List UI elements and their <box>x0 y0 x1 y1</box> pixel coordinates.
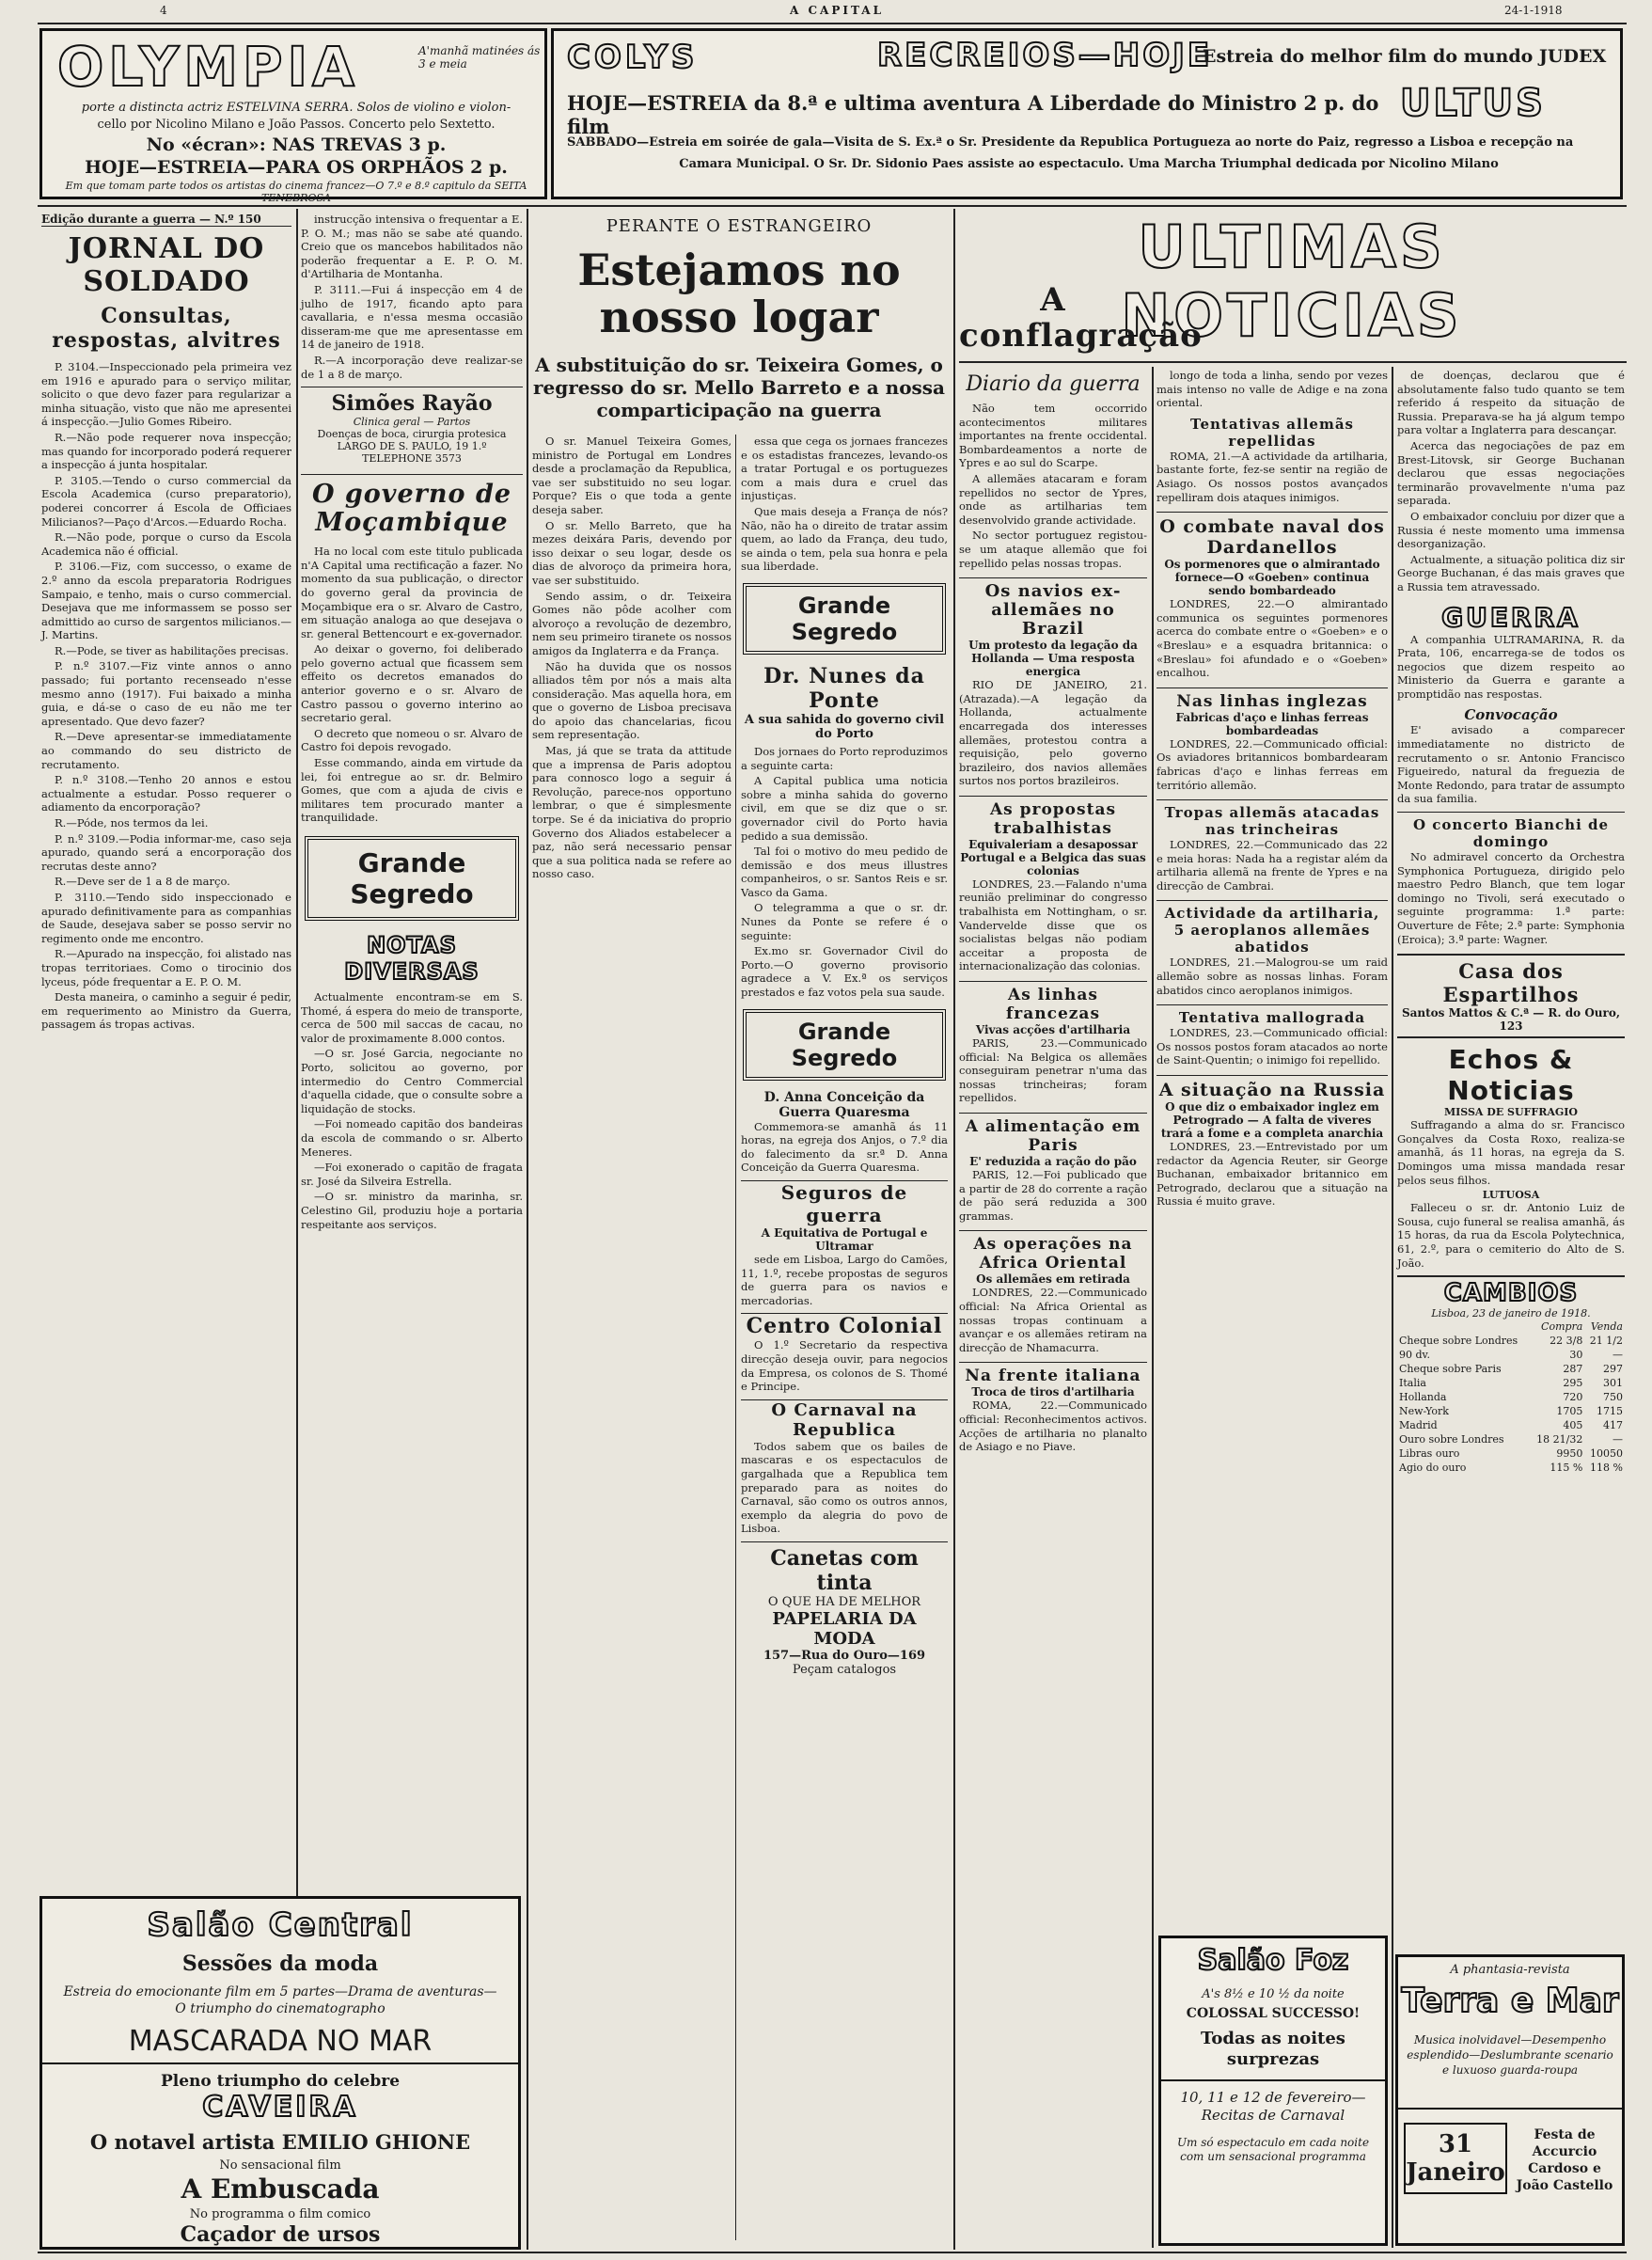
table-row <box>1397 1390 1625 1404</box>
article-paragraph: O sr. Mello Barreto, que ha mezes deixára Paris, devendo por isso deixar o seu logar, desde os dias de alvoroço da primeira hora, vae ser substituido. <box>532 518 732 587</box>
salao-central-line7: A Embuscada <box>181 2173 380 2205</box>
header-date: 24-1-1918 <box>1504 4 1563 17</box>
russia-sub: O que diz o embaixador inglez em Petrogrado — A falta de viveres trará a fome e a completa anarchia <box>1160 1100 1384 1141</box>
propostas-sub: Equivaleriam a desapossar Portugal e a Belgica das suas colonias <box>960 837 1146 877</box>
revista-date: 31 Janeiro <box>1404 2123 1507 2194</box>
cambios-table <box>1397 1320 1625 1475</box>
alimentacao-title: A alimentação em Paris <box>959 1113 1147 1155</box>
dardanellos-text: LONDRES, 22.—O almirantado communica os seguintes pormenores acerca do combate entre o «Goeben» e o «Breslau» e a esquadra britannica: o «Breslau» foi afundado e o «Goeben» encalhou. <box>1156 597 1388 680</box>
linhas-francezas-sub: Vivas acções d'artilharia <box>975 1023 1131 1037</box>
alimentacao-text: PARIS, 12.—Foi publicado que a partir de 28 do corrente a ração de pão será reduzida a 300 grammas. <box>959 1168 1147 1223</box>
salao-central-line3: Pleno triumpho do celebre <box>160 2072 401 2091</box>
salao-foz-line2: COLOSSAL SUCCESSO! <box>1186 2006 1361 2021</box>
grande-segredo-box-3: Grande Segredo <box>743 1009 946 1081</box>
africa-text: LONDRES, 22.—Communicado official: Na Africa Oriental as nossas tropas continuam a avançar e os allemães retiram na direcção de Nhamacurra. <box>959 1286 1147 1354</box>
col6-paragraph: O embaixador concluiu por dizer que a Russia é neste momento uma immensa desorganização. <box>1397 509 1625 551</box>
cambio-label: New-York <box>1399 1405 1449 1418</box>
anna-title: D. Anna Conceição da Guerra Quaresma <box>763 1089 925 1120</box>
africa-sub: Os allemães em retirada <box>976 1272 1130 1287</box>
russia-title: A situação na Russia <box>1156 1075 1388 1100</box>
masthead: A CAPITAL <box>790 4 885 17</box>
notas-paragraph: —Foi nomeado capitão dos bandeiras da escola de commando o sr. Alberto Meneres. <box>301 1117 523 1159</box>
consulta-paragraph: R.—Apurado na inspecção, foi alistado nas tropas territoriaes. Como o tirocinio dos lyceus, póde frequentar a E. P. O. M. <box>41 947 291 988</box>
header-rule <box>38 23 1627 24</box>
col4-paragraph: No sector portuguez registou-se um ataque allemão que foi repellido pelas nossas tropas. <box>959 529 1147 570</box>
col2-paragraph: P. 3111.—Fui á inspecção em 4 de julho de 1917, ficando apto para cavallaria, e n'essa mesma occasião disseram-me que me apresentasse em 14 de janeiro de 1918. <box>301 282 523 352</box>
article-paragraph: Que mais deseja a França de nós? Não, não ha o direito de tratar assim quem, ao lado da França, deu tudo, se ainda o tem, pela sua honra e pela sua liberdade. <box>741 504 948 574</box>
canetas-title: Canetas com tinta <box>770 1545 919 1595</box>
olympia-line5: Em que tomam parte todos os artistas do cinema francez—O 7.º e 8.º capitulo da SEITA TENEBROSA <box>65 180 527 204</box>
recreios-line1: Estreia do melhor film do mundo JUDEX <box>1203 46 1607 67</box>
cambio-venda: 21 1/2 <box>1589 1335 1623 1348</box>
conflagracao-title: A conflagração <box>959 281 1203 355</box>
consulta-paragraph: R.—Pode, se tiver as habilitações precisas. <box>55 643 289 657</box>
revista-divider <box>1398 2108 1622 2110</box>
cambios-date: Lisboa, 23 de janeiro de 1918. <box>1431 1307 1591 1320</box>
olympia-side-note: A'manhã matinées ás 3 e meia <box>418 44 541 71</box>
salao-foz-name: Salão Foz <box>1197 1944 1349 1977</box>
col4-paragraph: Não tem occorrido acontecimentos militares importantes na frente occidental. Bombardeamentos a norte de Ypres e ao sul do Scarpe. <box>959 402 1147 470</box>
simoes-ad <box>301 387 523 465</box>
colys-name: COLYS <box>567 39 699 76</box>
nunes-paragraph: Ex.mo sr. Governador Civil do Porto.—O governo provisorio agradece a V. Ex.ª os serviços prestados e faz votos pela sua saude. <box>741 944 948 1000</box>
linhas-inglezas-sub: Fabricas d'aço e linhas ferreas bombardeadas <box>1175 710 1369 737</box>
olympia-line2: cello por Nicolino Milano e João Passos. Concerto pelo Sextetto. <box>97 118 496 132</box>
cambio-compra: 115 % <box>1550 1462 1583 1475</box>
revista-text: Musica inolvidavel—Desempenho esplendido—Deslumbrante scenario e luxuoso guarda-roupa <box>1407 2033 1613 2077</box>
col6-paragraph: Actualmente, a situação politica diz sir George Buchanan, é das mais graves que a Russia tem atravessado. <box>1397 552 1625 593</box>
cambio-compra: 1705 <box>1556 1405 1583 1418</box>
cambio-venda: 118 % <box>1590 1462 1623 1475</box>
mocambique-paragraph: Ha no local com este titulo publicada n'A Capital uma rectificação a fazer. No momento da sua publicação, o director do governo geral da provincia de Moçambique era o sr. Alvaro de Castro, em situação analoga ao que desejava o sr. general Bettencourt e ex-governador. <box>301 545 523 640</box>
mocambique-title: O governo de Moçambique <box>301 474 523 537</box>
page-header <box>38 2 1617 23</box>
col4-paragraph: A allemães atacaram e foram repellidos no sector de Ypres, onde as artilharias tem desenvolvido grande actividade. <box>959 471 1147 527</box>
seguros-text: sede em Lisboa, Largo do Camões, 11, 1.º, recebe propostas de seguros de guerra para os navios e mercadorias. <box>741 1253 948 1307</box>
recreios-line2: HOJE—ESTREIA da 8.ª e ultima aventura A Liberdade do Ministro 2 p. do film <box>567 91 1379 138</box>
notas-paragraph: —Foi exonerado o capitão de fragata sr. José da Silveira Estrella. <box>301 1161 523 1188</box>
anna-text: Commemora-se amanhã ás 11 horas, na egreja dos Anjos, o 7.º dia do falecimento da sr.ª D. Anna Conceição da Guerra Quaresma. <box>741 1119 948 1175</box>
olympia-line4: HOJE—ESTREIA—PARA OS ORPHÃOS 2 p. <box>85 157 508 178</box>
consultas-text <box>41 360 291 1032</box>
italiana-sub: Troca de tiros d'artilharia <box>971 1385 1135 1399</box>
cambio-compra: 295 <box>1563 1377 1583 1390</box>
column-6 <box>1397 369 1625 1949</box>
col6-paragraph: Acerca das negociações de paz em Brest-Litovsk, sir George Buchanan declarou que essas negociações terminarão provavelmente n'uma paz separada. <box>1397 438 1625 508</box>
mocambique-paragraph: Esse commando, ainda em virtude da lei, foi entregue ao sr. dr. Belmiro Gomes, que com a ajuda de civis e militares tem procurado manter a tranquilidade. <box>301 756 523 825</box>
main-headline: Estejamos no nosso logar <box>577 245 901 342</box>
missa-text: Suffragando a alma do sr. Francisco Gonçalves da Costa Roxo, realiza-se amanhã, ás 11 horas, na egreja da S. Domingos uma missa mandada resar pelos seus filhos. <box>1397 1118 1625 1187</box>
alimentacao-sub: E' reduzida a ração do pão <box>969 1155 1137 1168</box>
repellidas-text: ROMA, 21.—A actividade da artilharia, bastante forte, fez-se sentir na região de Asiago. Os nossos postos avançados repelliram dois ataques inimigos. <box>1156 449 1388 504</box>
simoes-address: LARGO DE S. PAULO, 19 1.º <box>337 440 487 453</box>
propostas-title: As propostas trabalhistas <box>959 796 1147 838</box>
actividade-text: LONDRES, 21.—Malogrou-se um raid allemão sobre as nossas linhas. Foram abatidos cinco aeroplanos inimigos. <box>1156 956 1388 997</box>
consulta-paragraph: P. n.º 3109.—Podia informar-me, caso seja apurado, quando será a encorporação dos recrutas deste anno? <box>41 831 291 873</box>
salao-central-line4: CAVEIRA <box>202 2091 358 2124</box>
salao-central-line2: Estreia do emocionante film em 5 partes—Drama de aventuras—O triumpho do cinematographo <box>63 1984 497 2016</box>
linhas-inglezas-title: Nas linhas inglezas <box>1156 687 1388 711</box>
salao-foz-line3: Todas as noites surprezas <box>1201 2029 1345 2069</box>
col-rule-2 <box>527 209 528 2250</box>
salao-central-line9: Caçador de ursos <box>180 2222 381 2247</box>
cambio-label: 90 dv. <box>1399 1349 1430 1362</box>
revista-kicker: A phantasia-revista <box>1450 1963 1570 1977</box>
cambio-compra: 9950 <box>1556 1447 1583 1461</box>
col6-paragraph: de doenças, declarou que é absolutamente falso tudo quanto se tem referido á respeito da situação de Russia. Preparava-se ha já algum tempo para voltar a Inglaterra para descançar. <box>1397 369 1625 437</box>
colys-recreios-ad <box>551 28 1623 199</box>
cambio-label: Cheque sobre Londres <box>1399 1335 1518 1348</box>
perante-kicker: PERANTE O ESTRANGEIRO <box>606 216 873 236</box>
canetas-line2: PAPELARIA DA MODA <box>772 1608 917 1649</box>
espartilhos-sub: Santos Mattos & C.ª — R. do Ouro, 123 <box>1397 1006 1625 1038</box>
repellidas-title: Tentativas allemãs repellidas <box>1190 415 1354 450</box>
consulta-paragraph: P. 3106.—Fiz, com successo, o exame de 2.º anno da escola preparatoria Rodrigues Sampaio, e tenho, mais o curso commercial. Desejava que me informassem se posso ser admittido ao curso de sargentos milicianos.—J. Martins. <box>41 560 291 642</box>
propostas-text: LONDRES, 23.—Falando n'uma reunião preliminar do congresso trabalhista em Nottingham, o sr. Vandervelde disse que os socialistas belgas não podiam acceitar a proposta de internacionalização das colonias. <box>959 877 1147 973</box>
salao-foz-line1: A's 8½ e 10 ½ da noite <box>1202 1987 1345 2001</box>
consulta-paragraph: R.—Póde, nos termos da lei. <box>55 816 209 830</box>
tentativa-title: Tentativa mallograda <box>1156 1004 1388 1026</box>
table-row <box>1397 1348 1625 1362</box>
table-row <box>1397 1446 1625 1461</box>
lutuosa-text: Falleceu o sr. dr. Antonio Luiz de Sousa, cujo funeral se realisa amanhã, ás 15 horas, da rua da Escola Polytechnica, 61, 2.º, para o cemiterio do Alto de S. João. <box>1397 1201 1625 1270</box>
consulta-paragraph: R.—Deve apresentar-se immediatamente ao commando do seu districto de recrutamento. <box>41 730 291 771</box>
bianchi-text: No admiravel concerto da Orchestra Symphonica Portugueza, dirigido pelo maestro Pedro Blanch, que tem logar domingo no Tivoli, será executado o seguinte programma: 1.ª parte: Ouverture de Fête; 2.ª parte: Symphonia (Eroica); 3.ª parte: Wagner. <box>1397 850 1625 946</box>
cambio-compra: 22 3/8 <box>1550 1335 1583 1348</box>
linhas-francezas-text: PARIS, 23.—Communicado official: Na Belgica os allemães conseguiram penetrar n'uma das nossas trincheiras; foram repellidos. <box>959 1036 1147 1105</box>
actividade-title: Actividade da artilharia, 5 aeroplanos allemães abatidos <box>1156 900 1388 956</box>
table-row <box>1397 1461 1625 1475</box>
seguros-title: Seguros de guerra <box>741 1180 948 1226</box>
consulta-paragraph: R.—Não pode, porque o curso da Escola Academica não é official. <box>41 530 291 558</box>
simoes-phone: TELEPHONE 3573 <box>362 452 462 466</box>
column-2 <box>301 213 523 1887</box>
cambio-label: Hollanda <box>1399 1391 1447 1404</box>
top-ads-rule <box>38 205 1627 207</box>
cambio-compra: 30 <box>1569 1349 1583 1362</box>
nunes-paragraph: O telegramma a que o sr. dr. Nunes da Ponte se refere é o seguinte: <box>741 901 948 942</box>
table-row <box>1397 1334 1625 1348</box>
salao-central-line6: No sensacional film <box>219 2158 341 2173</box>
olympia-line3: No «écran»: NAS TREVAS 3 p. <box>146 134 447 155</box>
cambio-venda: — <box>1613 1349 1623 1362</box>
cambio-venda: 1715 <box>1597 1405 1623 1418</box>
diario-guerra: Diario da guerra <box>966 372 1141 396</box>
col2-paragraph: instrucção intensiva o frequentar a E. P. O. M.; mas não se sabe até quando. Creio que os mancebos habilitados não poderão frequentar a E. P. O. M. d'Artilharia de Montanha. <box>301 213 523 281</box>
olympia-name: OLYMPIA <box>57 35 359 99</box>
canetas-ad <box>741 1541 948 1677</box>
mocambique-paragraph: Ao deixar o governo, foi deliberado pelo governo actual que ficassem sem effeito os decretos emanados do anterior governo e o sr. Alvaro de Castro passou o governo interino ao secretario geral. <box>301 642 523 725</box>
missa-title: MISSA DE SUFFRAGIO <box>1443 1106 1579 1119</box>
cambio-label: Cheque sobre Paris <box>1399 1363 1502 1376</box>
col5-paragraph: longo de toda a linha, sendo por vezes mais intenso no valle de Adige e na zona oriental. <box>1156 369 1388 410</box>
col-header-compra: Compra <box>1541 1320 1583 1334</box>
article-inner-rule <box>735 435 736 2240</box>
table-row <box>1397 1418 1625 1432</box>
consulta-paragraph: P. 3110.—Tendo sido inspeccionado e apurado definitivamente para as companhias de Saude, desejava saber se posso servir no regimento onde me encontro. <box>41 890 291 945</box>
tropas-title: Tropas allemãs atacadas nas trincheiras <box>1156 799 1388 838</box>
salao-central-line8: No programma o film comico <box>189 2207 371 2221</box>
echos-title: Echos & Noticias <box>1447 1044 1575 1107</box>
cambio-label: Italia <box>1399 1377 1426 1390</box>
main-deck: A substituição do sr. Teixeira Gomes, o regresso do sr. Mello Barreto e a nossa comparticipação na guerra <box>532 354 946 421</box>
centro-title: Centro Colonial <box>741 1313 948 1338</box>
centro-text: O 1.º Secretario da respectiva direcção deseja ouvir, para negocios da Empresa, os colonos de S. Thomé e Principe. <box>741 1338 948 1394</box>
cambio-label: Ouro sobre Londres <box>1399 1433 1504 1446</box>
col-rule-4 <box>1152 367 1154 2248</box>
cambios-section <box>1397 1275 1625 1475</box>
cambio-venda: 301 <box>1603 1377 1623 1390</box>
nunes-paragraph: Dos jornaes do Porto reproduzimos a seguinte carta: <box>741 744 948 772</box>
olympia-line1: porte a distincta actriz ESTELVINA SERRA. Solos de violino e violon- <box>81 101 511 115</box>
carnaval-title: O Carnaval na Republica <box>741 1399 948 1440</box>
footer-rule <box>38 2252 1627 2253</box>
navios-sub: Um protesto da legação da Hollanda — Uma resposta energica <box>968 639 1138 679</box>
tentativa-text: LONDRES, 23.—Communicado official: Os nossos postos foram atacados ao norte de Saint-Quentin; o inimigo foi repellido. <box>1156 1026 1388 1067</box>
grande-segredo-box: Grande Segredo <box>305 836 519 921</box>
table-row <box>1397 1404 1625 1418</box>
consulta-paragraph: P. n.º 3108.—Tenho 20 annos e estou actualmente a estudar. Posso requerer o adiamento da encorporação? <box>41 773 291 814</box>
salao-foz-dates: 10, 11 e 12 de fevereiro—Recitas de Carnaval <box>1180 2089 1366 2124</box>
salao-foz-dates2: Um só espectaculo em cada noite com um sensacional programma <box>1176 2136 1370 2163</box>
guerra-title: GUERRA <box>1441 601 1581 633</box>
nunes-title: Dr. Nunes da Ponte <box>763 663 925 713</box>
revista-title: Terra e Mar <box>1401 1982 1619 2020</box>
article-paragraph: essa que cega os jornaes francezes e os estadistas francezes, levando-os a tratar Portugal e os portuguezes com a mais dura e cruel das injustiças. <box>741 435 948 503</box>
recreios-film: ULTUS <box>1400 82 1546 125</box>
column-5 <box>1156 369 1388 1930</box>
notas-paragraph: Actualmente encontram-se em S. Thomé, á espera do meio de transporte, cerca de 500 mil saccas de cacau, no valor de proximamente 8.000 contos. <box>301 990 523 1045</box>
convocacao-text: E' avisado a comparecer immediatamente no districto de recrutamento o sr. Antonio Francisco Figueiredo, natural da freguezia de Monte Redondo, para tratar de assumpto da sua familia. <box>1397 723 1625 806</box>
linhas-inglezas-text: LONDRES, 22.—Communicado official: Os aviadores britannicos bombardearam fabricas d'aço e linhas ferreas em território allemão. <box>1156 736 1388 792</box>
cambio-compra: 287 <box>1563 1363 1583 1376</box>
consulta-paragraph: P. 3105.—Tendo o curso commercial da Escola Academica (curso preparatorio), poderei concorrer á Escola de Officiaes Milicianos?—Paço d'Arcos.—Eduardo Rocha. <box>41 473 291 529</box>
cambio-venda: 417 <box>1603 1419 1623 1432</box>
bianchi-title: O concerto Bianchi de domingo <box>1397 812 1625 850</box>
canetas-line4: Peçam catalogos <box>792 1662 897 1677</box>
mocambique-paragraph: O decreto que nomeou o sr. Alvaro de Castro foi depois revogado. <box>301 726 523 754</box>
salao-foz-divider <box>1161 2079 1385 2081</box>
navios-text: RIO DE JANEIRO, 21. (Atrazada).—A legação da Hollanda, actualmente encarregada dos interesses allemães, protestou contra a requisição, pelo governo brazileiro, dos navios allemães surtos nos portos brazileiros. <box>959 678 1147 788</box>
cambio-label: Madrid <box>1399 1419 1438 1432</box>
salao-divider <box>42 2062 518 2064</box>
salao-central-ad <box>39 1896 521 2250</box>
notas-diversas-title: NOTAS DIVERSAS <box>344 932 480 985</box>
cambio-compra: 720 <box>1563 1391 1583 1404</box>
jornal-title: JORNAL DO SOLDADO <box>68 232 265 298</box>
dardanellos-title: O combate naval dos Dardanellos <box>1156 512 1388 558</box>
revista-festa: Festa de Accurcio Cardoso e João Castello <box>1516 2127 1613 2193</box>
salao-central-name: Salão Central <box>147 1906 414 1944</box>
page-number: 4 <box>160 4 167 17</box>
table-row <box>1397 1432 1625 1446</box>
notas-paragraph: —O sr. José Garcia, negociante no Porto, solicitou ao governo, por intermedio do Centro Commercial d'aquella cidade, que o consulte sobre a liquidação de stocks. <box>301 1047 523 1115</box>
linhas-francezas-title: As linhas francezas <box>959 981 1147 1023</box>
jornal-subtitle: Consultas, respostas, alvitres <box>52 304 281 353</box>
italiana-title: Na frente italiana <box>959 1362 1147 1385</box>
terra-e-mar-ad <box>1395 1954 1625 2246</box>
cambio-venda: — <box>1613 1433 1623 1446</box>
consulta-paragraph: P. n.º 3107.—Fiz vinte annos o anno passado; fui portanto recenseado n'esse mesmo anno (1917). Fui baixado a minha guia, e dá-se o caso de eu não me ter apresentado. Que devo fazer? <box>41 659 291 728</box>
italiana-text: ROMA, 22.—Communicado official: Reconhecimentos activos. Acções de artilharia no planalto de Asiago e no Piave. <box>959 1399 1147 1454</box>
jornal-do-soldado <box>41 213 291 1887</box>
edition-line: Edição durante a guerra — N.º 150 <box>41 213 291 227</box>
table-header-row <box>1397 1320 1625 1334</box>
table-row <box>1397 1376 1625 1390</box>
column-4 <box>959 278 1203 2244</box>
grande-segredo-box-2: Grande Segredo <box>743 583 946 655</box>
consulta-paragraph: Desta maneira, o caminho a seguir é pedir, em requerimento ao Ministro da Guerra, passagem ás tropas activas. <box>41 990 291 1032</box>
cambio-label: Libras ouro <box>1399 1447 1460 1461</box>
simoes-line2: Doenças de boca, cirurgia protesica <box>317 428 507 441</box>
nunes-paragraph: Tal foi o motivo do meu pedido de demissão e dos meus illustres companheiros, o sr. Santos Reis e sr. Vasco da Gama. <box>741 845 948 899</box>
canetas-line3: 157—Rua do Ouro—169 <box>763 1648 926 1663</box>
cambio-venda: 297 <box>1603 1363 1623 1376</box>
seguros-sub: A Equitativa de Portugal e Ultramar <box>761 1226 928 1253</box>
nunes-sub: A sua sahida do governo civil do Porto <box>744 712 945 741</box>
russia-text: LONDRES, 23.—Entrevistado por um redactor da Agencia Reuter, sir George Buchanan, embaixador britannico em Petrogrado, declarou que a situação na Russia é muito grave. <box>1156 1140 1388 1209</box>
salao-central-line1: Sessões da moda <box>181 1952 379 1976</box>
col-rule-5 <box>1392 367 1393 2248</box>
col-header-venda: Venda <box>1590 1320 1623 1334</box>
cambio-label: Agio do ouro <box>1399 1462 1467 1475</box>
table-row <box>1397 1362 1625 1376</box>
carnaval-text: Todos sabem que os bailes de mascaras e os espectaculos de gargalhada que a Republica tem preparado para as noites do Carnaval, são como os outros annos, exemplo da alegria do povo de Lisboa. <box>741 1439 948 1536</box>
main-article-col-a <box>532 435 732 2240</box>
main-article-col-b <box>741 435 948 2240</box>
tropas-text: LONDRES, 22.—Communicado das 22 e meia horas: Nada ha a registar além da artilharia allemã na frente de Ypres e na direcção de Cambrai. <box>1156 838 1388 893</box>
canetas-line1: O QUE HA DE MELHOR <box>767 1594 921 1609</box>
article-paragraph: Sendo assim, o dr. Teixeira Gomes não pôde acolher com alvoroço a revolução de dezembro, nem seu primeiro tiranete os nossos amigos da Inglaterra e da França. <box>532 589 732 657</box>
recreios-line4: Camara Municipal. O Sr. Dr. Sidonio Paes assiste ao espectaculo. Uma Marcha Triumphal dedicada por Nicolino Milano <box>679 157 1499 171</box>
recreios-title: RECREIOS—HOJE <box>877 37 1213 74</box>
col-rule-3 <box>953 209 955 2250</box>
cambio-venda: 10050 <box>1590 1447 1623 1461</box>
notas-paragraph: —O sr. ministro da marinha, sr. Celestino Gil, produziu hoje a portaria respeitante aos serviços. <box>301 1190 523 1231</box>
consulta-paragraph: R.—Não pode requerer nova inspecção; mas quando for incorporado poderá requerer a inspecção á junta hospitalar. <box>41 430 291 472</box>
lutuosa-title: LUTUOSA <box>1482 1189 1540 1202</box>
simoes-line1: Clinica geral — Partos <box>353 416 471 429</box>
consulta-paragraph: R.—Deve ser de 1 a 8 de março. <box>55 875 230 889</box>
dardanellos-sub: Os pormenores que o almirantado fornece—O «Goeben» continua sendo bombardeado <box>1164 558 1380 598</box>
nunes-paragraph: A Capital publica uma noticia sobre a minha sahida do governo civil, em que se diz que o sr. governador civil do Porto havia pedido a sua demissão. <box>741 774 948 843</box>
consulta-paragraph: P. 3104.—Inspeccionado pela primeira vez em 1916 e apurado para o serviço militar, solicito o que devo fazer para regularizar a minha situação, visto que não me apresentei á inspecção.—Julio Gomes Ribeiro. <box>41 360 291 429</box>
espartilhos-title: Casa dos Espartilhos <box>1397 954 1625 1006</box>
navios-title: Os navios ex-allemães no Brazil <box>959 577 1147 639</box>
ultimas-noticias-headline: ULTIMAS NOTICIAS <box>1121 213 1463 350</box>
africa-title: As operações na Africa Oriental <box>959 1230 1147 1272</box>
cambio-compra: 18 21/32 <box>1536 1433 1583 1446</box>
cambio-venda: 750 <box>1603 1391 1623 1404</box>
guerra-text: A companhia ULTRAMARINA, R. da Prata, 106, encarrega-se de todos os negocios que dizem respeito ao Ministerio da Guerra e garante a promptidão nas respostas. <box>1397 632 1625 701</box>
salao-foz-ad <box>1158 1936 1388 2246</box>
recreios-line3: SABBADO—Estreia em soirée de gala—Visita de S. Ex.ª o Sr. Presidente da Republica Portugueza ao norte do Paiz, regresso a Lisboa e recepção na <box>567 135 1574 150</box>
salao-central-title: MASCARADA NO MAR <box>128 2025 433 2058</box>
olympia-ad <box>39 28 547 204</box>
col2-paragraph: R.—A incorporação deve realizar-se de 1 a 8 de março. <box>301 353 523 381</box>
cambio-compra: 405 <box>1563 1419 1583 1432</box>
article-paragraph: Não ha duvida que os nossos alliados têm por nós a mais alta consideração. Mas aquella hora, em que o governo de Lisboa precisava do apoio das chancelarias, ficou sem representação. <box>532 659 732 742</box>
article-paragraph: O sr. Manuel Teixeira Gomes, ministro de Portugal em Londres desde a proclamação da Republica, vae ser substituido no seu logar. Porque? Eis o que toda a gente deseja saber. <box>532 435 732 516</box>
salao-central-line5: O notavel artista EMILIO GHIONE <box>89 2130 471 2154</box>
convocacao-title: Convocação <box>1464 706 1558 724</box>
cambios-title: CAMBIOS <box>1443 1279 1579 1308</box>
simoes-name: Simões Rayão <box>331 391 493 417</box>
article-paragraph: Mas, já que se trata da attitude que a imprensa de Paris adoptou para connosco logo a seguir á Revolução, parece-nos opportuno lembrar, o que é simplesmente torpe. Se é da iniciativa do proprio Governo dos Aliados estabelecer a paz, não será necessario pensar que a sua politica nada se refere ao nosso caso. <box>532 744 732 881</box>
